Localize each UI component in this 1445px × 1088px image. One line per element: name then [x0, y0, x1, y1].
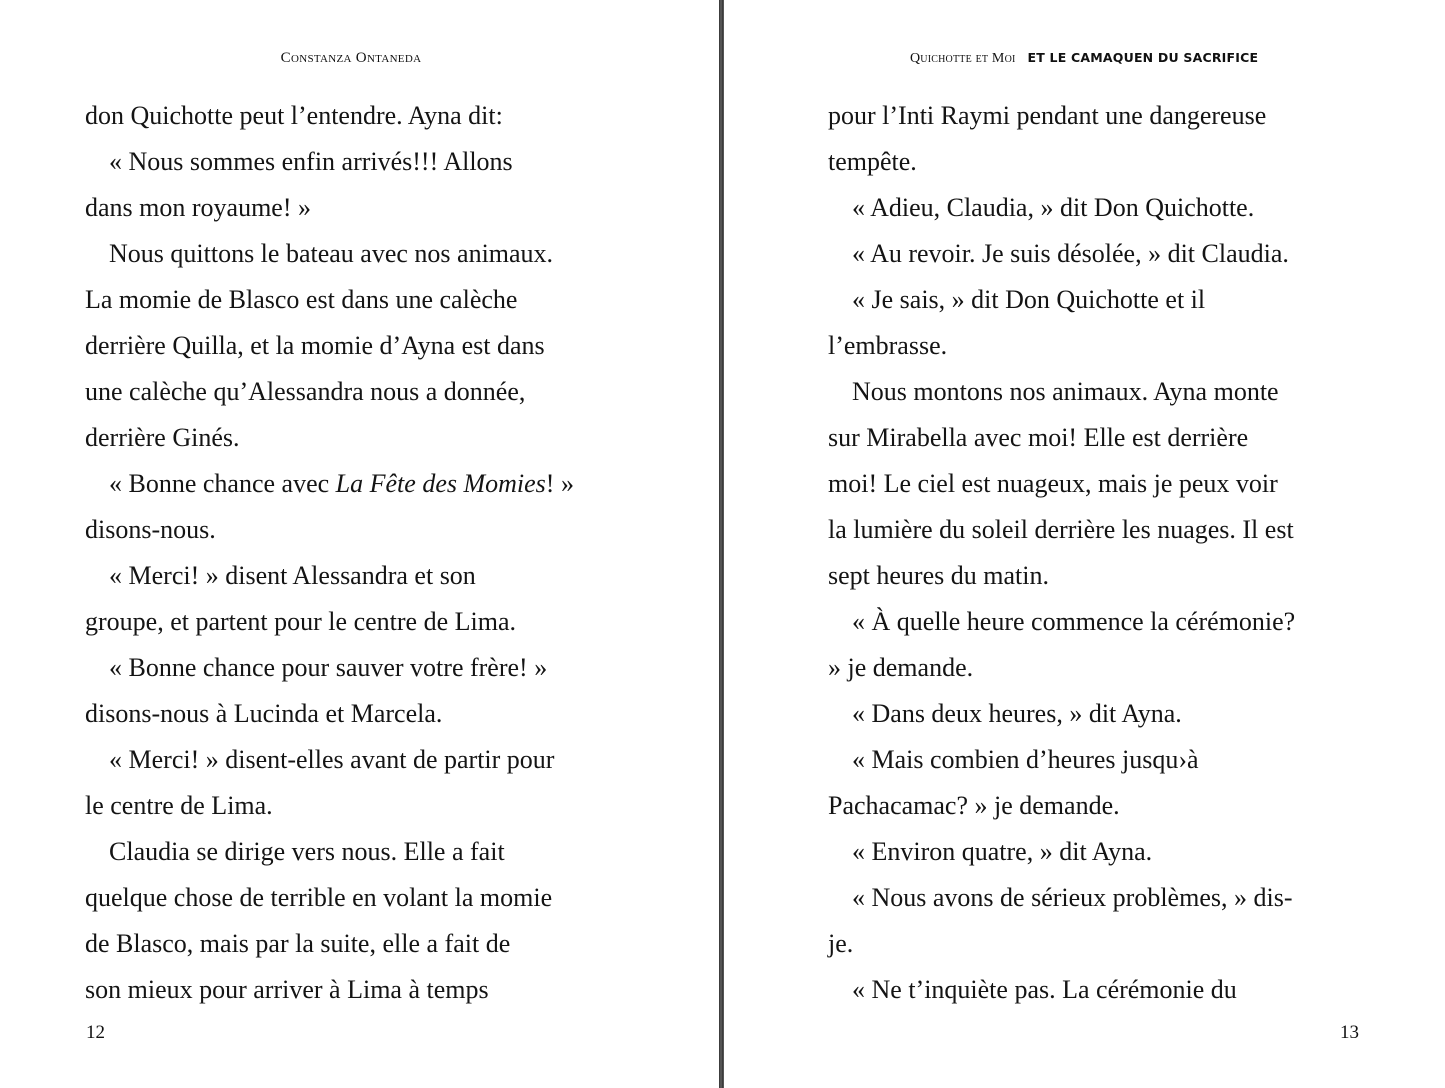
text-line: « Au revoir. Je suis désolée, » dit Claudia.: [852, 239, 1289, 268]
text-line: quelque chose de terrible en volant la momie: [85, 883, 553, 912]
text-line: Nous montons nos animaux. Ayna monte: [852, 377, 1279, 406]
page-number-right: 13: [1340, 1022, 1359, 1043]
text-line: « Dans deux heures, » dit Ayna.: [852, 699, 1182, 728]
text-line: « Bonne chance pour sauver votre frère! »: [109, 653, 548, 682]
text-line: disons-nous à Lucinda et Marcela.: [85, 699, 443, 728]
text-line: « Merci! » disent Alessandra et son: [109, 561, 476, 590]
italic-title: La Fête des Momies: [335, 469, 546, 498]
text-line: Claudia se dirige vers nous. Elle a fait: [109, 837, 505, 866]
text-line: La momie de Blasco est dans une calèche: [85, 285, 518, 314]
running-head-title: [910, 50, 1258, 67]
running-head-author: Constanza Ontaneda: [280, 50, 422, 66]
text-line: sept heures du matin.: [828, 561, 1049, 590]
book-subtitle: ET LE CAMAQUEN DU SACRIFICE: [1027, 50, 1259, 65]
text-line: « Ne t’inquiète pas. La cérémonie du: [852, 975, 1237, 1004]
text-line: une calèche qu’Alessandra nous a donnée,: [85, 377, 526, 406]
text-line: « Environ quatre, » dit Ayna.: [852, 837, 1153, 866]
text-line: » je demande.: [828, 653, 974, 682]
text-line: derrière Quilla, et la momie d’Ayna est dans: [85, 331, 545, 360]
left-page: [0, 0, 720, 1088]
text-line: pour l’Inti Raymi pendant une dangereuse: [828, 101, 1267, 130]
text-line: don Quichotte peut l’entendre. Ayna dit:: [85, 101, 503, 130]
text-line: de Blasco, mais par la suite, elle a fait de: [85, 929, 511, 958]
text-line: « Je sais, » dit Don Quichotte et il: [852, 285, 1206, 314]
right-page: [724, 0, 1445, 1088]
text-line: derrière Ginés.: [85, 423, 240, 452]
text-line: [109, 469, 574, 499]
text-line: « À quelle heure commence la cérémonie?: [852, 607, 1296, 636]
text-line: « Nous sommes enfin arrivés!!! Allons: [109, 147, 513, 176]
text-line: l’embrasse.: [828, 331, 948, 360]
text-span: ! »: [545, 469, 574, 498]
series-title: Quichotte et Moi: [910, 51, 1016, 66]
text-line: Nous quittons le bateau avec nos animaux.: [109, 239, 554, 268]
text-line: moi! Le ciel est nuageux, mais je peux voir: [828, 469, 1278, 498]
text-line: Pachacamac? » je demande.: [828, 791, 1120, 820]
text-line: sur Mirabella avec moi! Elle est derrière: [828, 423, 1249, 452]
text-line: « Adieu, Claudia, » dit Don Quichotte.: [852, 193, 1255, 222]
text-line: son mieux pour arriver à Lima à temps: [85, 975, 489, 1004]
text-span: « Bonne chance avec: [109, 469, 336, 498]
text-line: « Nous avons de sérieux problèmes, » dis-: [852, 883, 1293, 912]
text-line: « Mais combien d’heures jusqu›à: [852, 745, 1199, 774]
text-line: dans mon royaume! »: [85, 193, 312, 222]
text-line: « Merci! » disent-elles avant de partir pour: [109, 745, 555, 774]
text-line: je.: [828, 929, 854, 958]
text-line: la lumière du soleil derrière les nuages. Il est: [828, 515, 1294, 544]
page-number-left: 12: [86, 1022, 105, 1043]
text-line: groupe, et partent pour le centre de Lima.: [85, 607, 516, 636]
text-line: le centre de Lima.: [85, 791, 273, 820]
text-line: disons-nous.: [85, 515, 216, 544]
text-line: tempête.: [828, 147, 917, 176]
